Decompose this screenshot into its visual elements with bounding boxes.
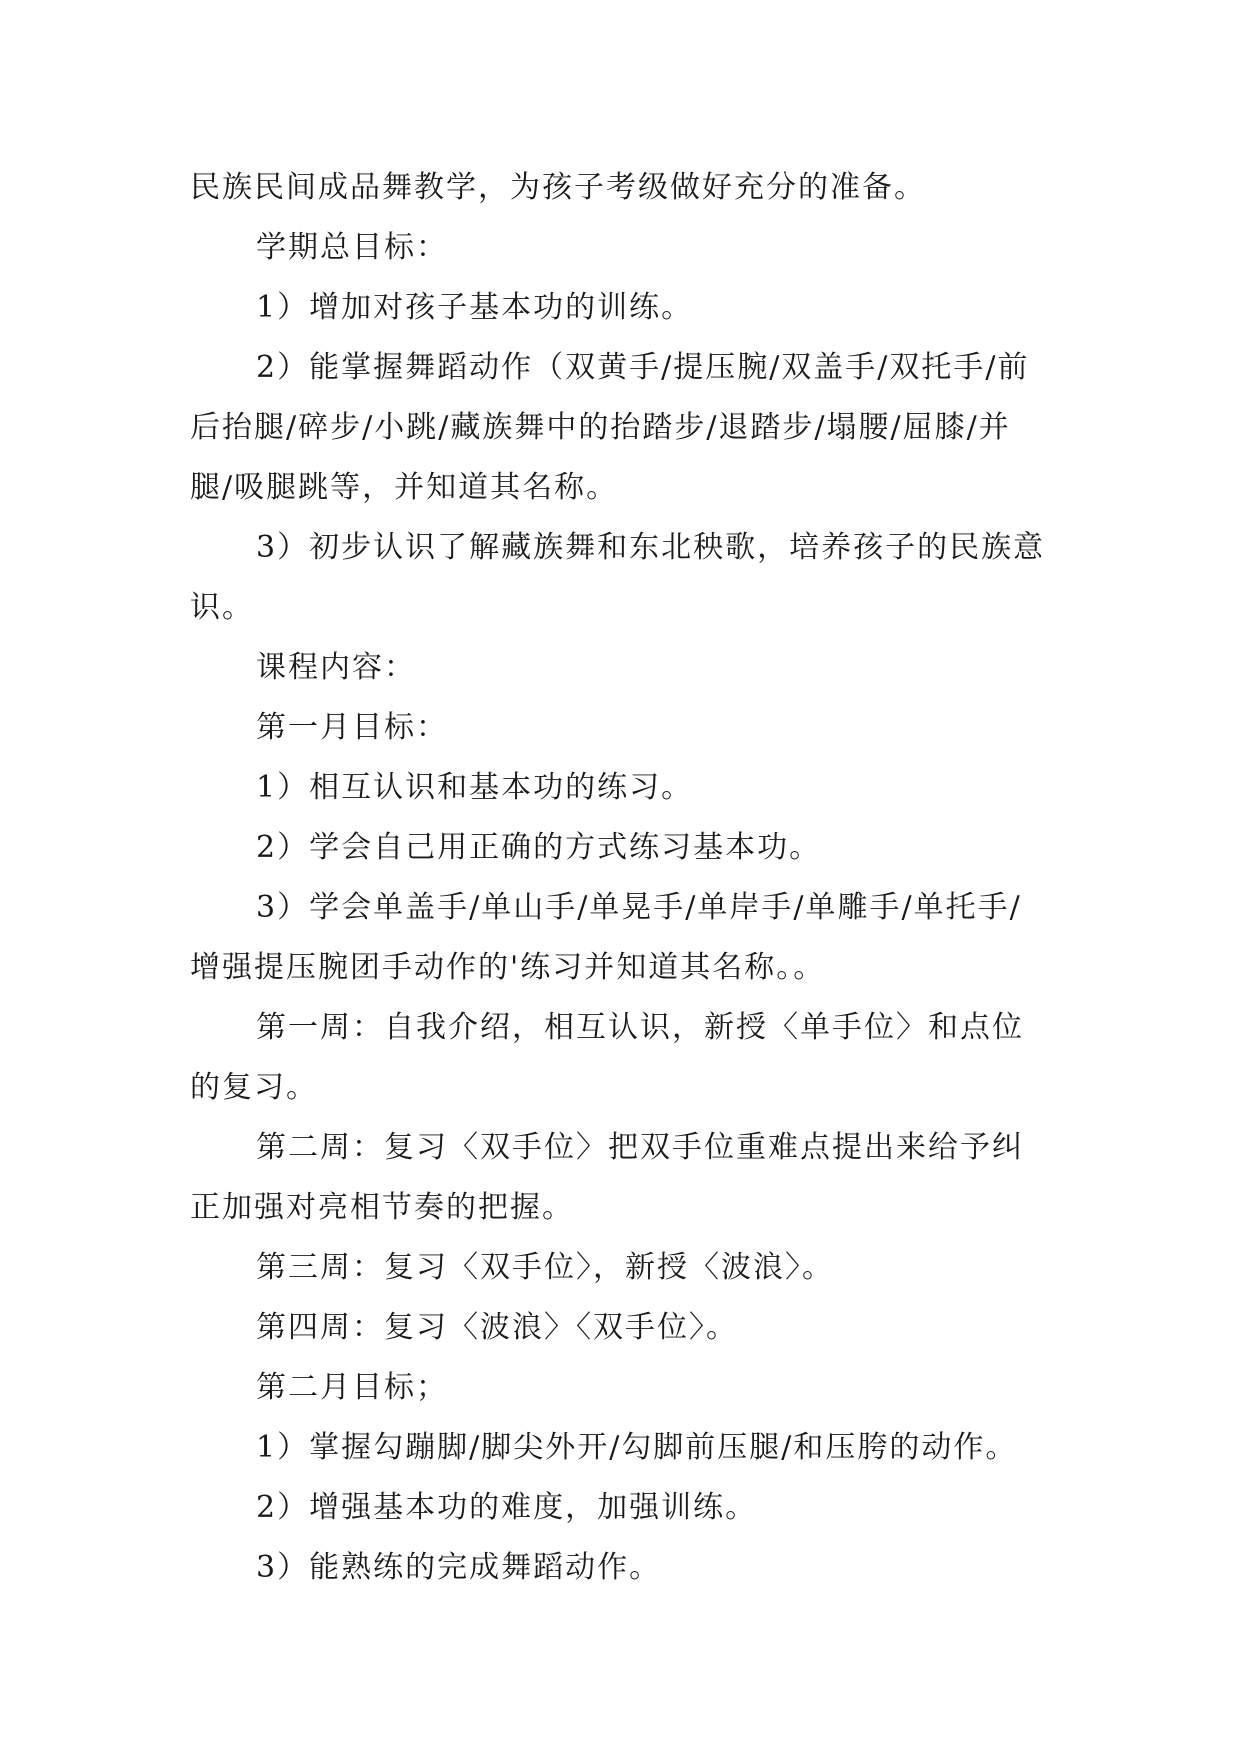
document-body — [190, 158, 1050, 1598]
heading-course-content: 课程内容： — [256, 650, 416, 685]
month-1-item-2: 2）学会自己用正确的方式练习基本功。 — [256, 830, 822, 865]
month-1-item-1: 1）相互认识和基本功的练习。 — [256, 770, 694, 805]
heading-month-1-goals: 第一月目标： — [256, 710, 448, 745]
goal-item-3: 3）初步认识了解藏族舞和东北秧歌，培养孩子的民族意识。 — [190, 530, 1046, 625]
week-2-plan: 第二周：复习〈双手位〉把双手位重难点提出来给予纠正加强对亮相节奏的把握。 — [190, 1130, 1024, 1225]
heading-semester-goals: 学期总目标： — [256, 230, 448, 265]
month-1-item-3: 3）学会单盖手/单山手/单晃手/单岸手/单雕手/单托手/增强提压腕团手动作的'练习并知道其名称。。 — [190, 890, 1022, 985]
week-4-plan: 第四周：复习〈波浪〉〈双手位〉。 — [256, 1310, 738, 1345]
week-3-plan: 第三周：复习〈双手位〉，新授〈波浪〉。 — [256, 1250, 834, 1285]
paragraph-intro-continuation: 民族民间成品舞教学，为孩子考级做好充分的准备。 — [190, 170, 926, 205]
week-1-plan: 第一周：自我介绍，相互认识，新授〈单手位〉和点位的复习。 — [190, 1010, 1024, 1105]
goal-item-1: 1）增加对孩子基本功的训练。 — [256, 290, 694, 325]
goal-item-2: 2）能掌握舞蹈动作（双黄手/提压腕/双盖手/双托手/前后抬腿/碎步/小跳/藏族舞中的抬踏步/退踏步/塌腰/屈膝/并腿/吸腿跳等，并知道其名称。 — [190, 350, 1030, 505]
month-2-item-1: 1）掌握勾蹦脚/脚尖外开/勾脚前压腿/和压胯的动作。 — [256, 1430, 1018, 1465]
month-2-item-3: 3）能熟练的完成舞蹈动作。 — [256, 1550, 662, 1585]
heading-month-2-goals: 第二月目标； — [256, 1370, 448, 1405]
month-2-item-2: 2）增强基本功的难度，加强训练。 — [256, 1490, 758, 1525]
